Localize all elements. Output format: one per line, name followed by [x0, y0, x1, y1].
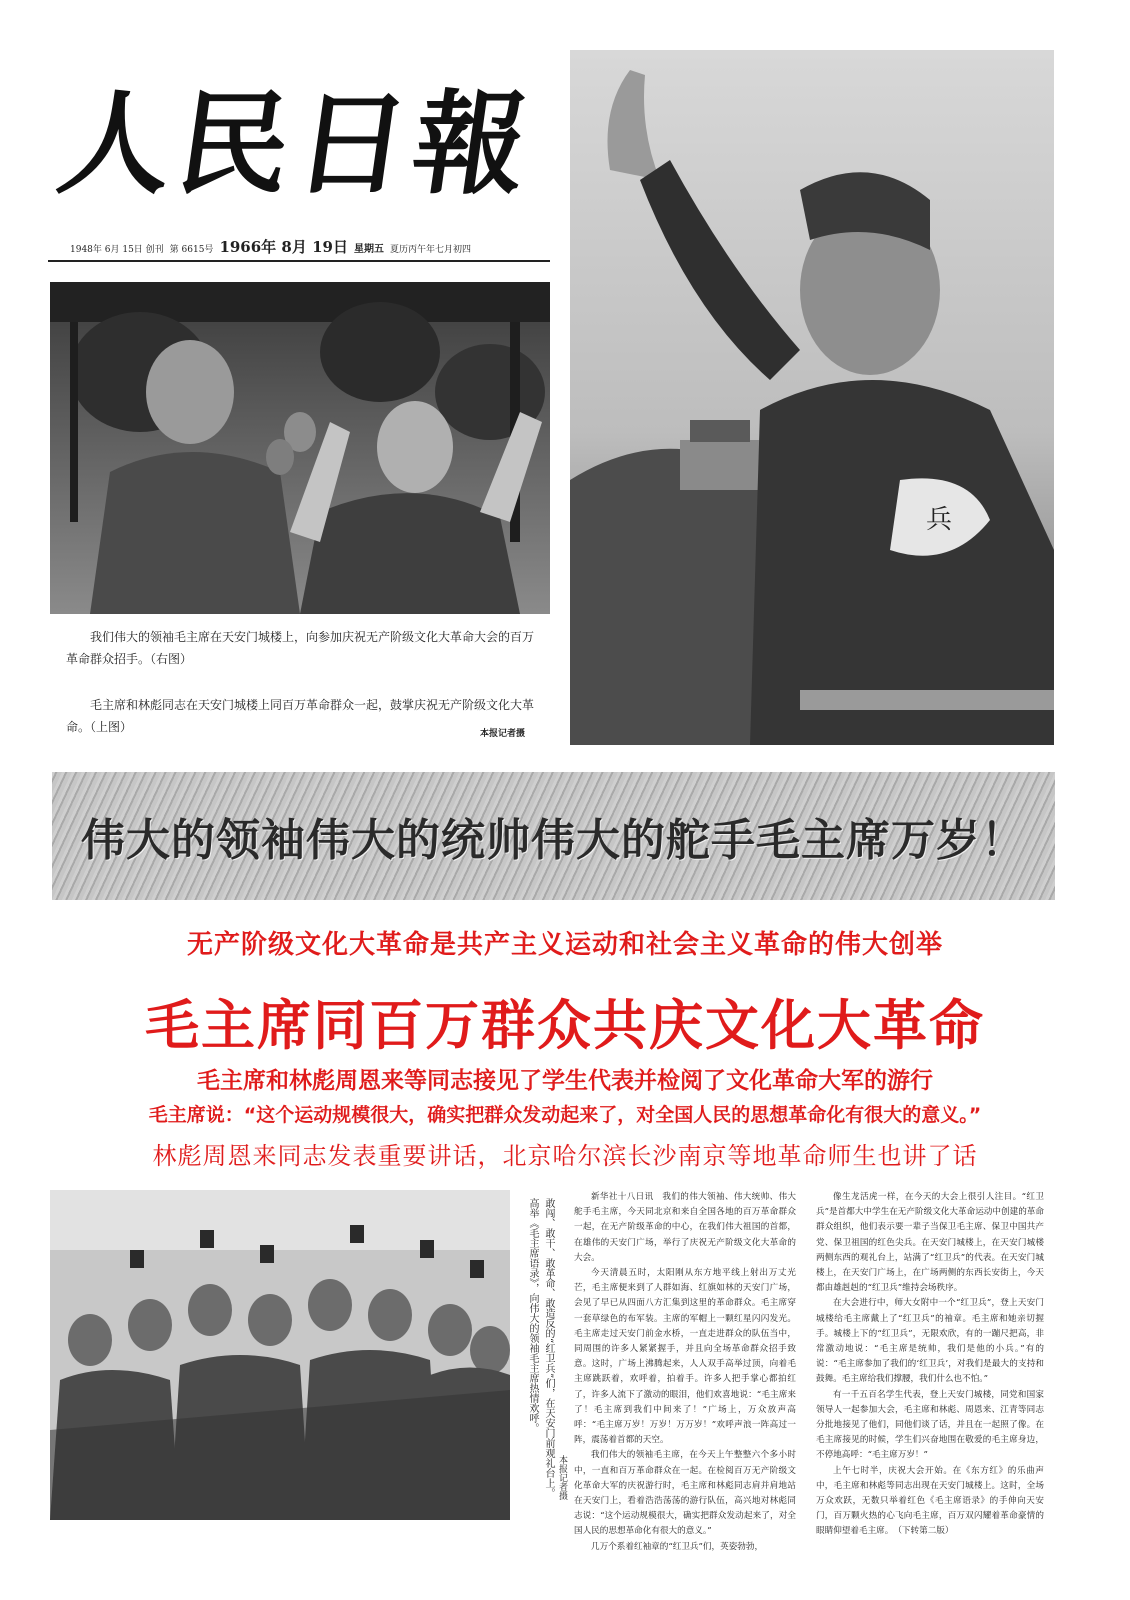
svg-text:兵: 兵 [926, 505, 953, 535]
article-paragraph: 几万个系着红袖章的“红卫兵”们，英姿勃勃， [591, 1541, 764, 1552]
kicker-headline: 无产阶级文化大革命是共产主义运动和社会主义革命的伟大创举 [186, 930, 943, 960]
side-caption-line-2: 敢闯、敢干、敢革命、敢造反的“红卫兵”们，在天安门前观礼台上。 [543, 1198, 554, 1499]
article-column-1 [574, 1190, 796, 1555]
article-paragraph: 新华社十八日讯 我们的伟大领袖、伟大统帅、伟大舵手毛主席，今天同北京和来自全国各地的百万革命群众一起，在无产阶级革命的中心，在我们伟大祖国的首都，在雄伟的天安门广场，举行了庆祝无产阶级文化大革命的大会。 [574, 1192, 796, 1263]
slogan-text: 伟大的领袖伟大的统帅伟大的舵手毛主席万岁！ [81, 815, 1026, 866]
photo-credit: 本报记者摄 [480, 729, 526, 739]
photo-red-guards [50, 1190, 510, 1520]
photo-caption-right: 我们伟大的领袖毛主席在天安门城楼上，向参加庆祝无产阶级文化大革命大会的百万革命群众招手。（右图） [66, 630, 535, 666]
side-caption-credit: 本报记者摄 [557, 1455, 567, 1500]
main-headline: 毛主席同百万群众共庆文化大革命 [145, 994, 985, 1057]
article-paragraph: 像生龙活虎一样，在今天的大会上很引人注目。“红卫兵”是首都大中学生在无产阶级文化大革命运动中创建的革命群众组织，他们表示要一辈子当保卫毛主席、保卫中国共产党、保卫祖国的红色尖兵。在天安门城楼上，在天安门城楼两侧东西的观礼台上，站满了“红卫兵”的代表。在天安门城楼上，在天安门广场上，在广场两侧的东西长安街上，今天都由雄赳赳的“红卫兵”维持会场秩序。 [816, 1192, 1044, 1294]
article-paragraph: 有一千五百名学生代表，登上天安门城楼，同党和国家领导人一起参加大会，毛主席和林彪、周恩来、江青等同志分批地接见了他们，同他们谈了话，并且在一起照了像。在毛主席接见的时候，学生们兴奋地围在敬爱的毛主席身边，不停地高呼：“毛主席万岁！” [816, 1389, 1044, 1461]
masthead-rule [48, 260, 550, 262]
photo-waving [570, 50, 1054, 745]
founded-date: 1948年 6月 15日 创刊 [70, 245, 164, 255]
subheadline-quote: 毛主席说：“这个运动规模很大，确实把群众发动起来了，对全国人民的思想革命化有很大的意义。” [148, 1104, 982, 1126]
subheadline-1: 毛主席和林彪周恩来等同志接见了学生代表并检阅了文化革命大军的游行 [197, 1068, 933, 1094]
photo-caption-top: 毛主席和林彪同志在天安门城楼上同百万革命群众一起，鼓掌庆祝无产阶级文化大革命。（上图） [66, 698, 535, 734]
article-paragraph: 我们伟大的领袖毛主席，在今天上午整整六个多小时中，一直和百万革命群众在一起。在检阅百万无产阶级文化革命大军的庆祝游行时，毛主席和林彪同志肩并肩地站在天安门上，看着浩浩荡荡的游行队伍，高兴地对林彪同志说：“这个运动规模很大，确实把群众发动起来了，对全国人民的思想革命化有很大的意义。” [574, 1450, 796, 1537]
article-column-2 [816, 1190, 1044, 1540]
dateline [70, 236, 550, 256]
article-paragraph: 上午七时半，庆祝大会开始。在《东方红》的乐曲声中，毛主席和林彪等同志出现在天安门城楼上。这时，全场万众欢跃，无数只举着红色《毛主席语录》的手伸向天安门，百万颗火热的心飞向毛主席，百万双闪耀着革命豪情的眼睛仰望着毛主席。 （下转第二版） [816, 1465, 1044, 1537]
article-paragraph: 今天清晨五时，太阳刚从东方地平线上射出万丈光芒，毛主席便来到了人群如海、红旗如林的天安门广场，会见了早已从四面八方汇集到这里的革命群众。毛主席穿一套草绿色的布军装。主席的军帽上一颗红星闪闪发光。毛主席走过天安门前金水桥，一直走进群众的队伍当中，同周围的许多人紧紧握手，并且向全场革命群众招手致意。这时，广场上沸腾起来，人人双手高举过顶，向着毛主席跳跃着，欢呼着，拍着手。许多人把手掌心都拍红了，许多人流下了激动的眼泪，他们欢喜地说：“毛主席来了！毛主席到我们中间来了！”广场上，万众放声高呼：“毛主席万岁！万岁！万万岁！”欢呼声浪一阵高过一阵，震荡着首都的天空。 [574, 1268, 796, 1446]
subheadline-3: 林彪周恩来同志发表重要讲话，北京哈尔滨长沙南京等地革命师生也讲了话 [152, 1142, 978, 1170]
weekday: 星期五 [353, 244, 384, 255]
issue-number: 第 6615号 [169, 245, 214, 255]
slogan-banner [52, 772, 1055, 900]
masthead [50, 60, 542, 230]
side-caption-line-1: 高举《毛主席语录》，向伟大的领袖毛主席热情欢呼。 [527, 1198, 538, 1433]
newspaper-title: 人民日報 [50, 79, 542, 210]
lunar-date: 夏历丙午年七月初四 [389, 245, 471, 255]
photo-applauding [50, 282, 550, 614]
article-paragraph: 在大会进行中，师大女附中一个“红卫兵”，登上天安门城楼给毛主席戴上了“红卫兵”的袖章。毛主席和她亲切握手。城楼上下的“红卫兵”，无限欢欣，有的一蹦尺把高，非常激动地说：“毛主席是统帅，我们是他的小兵。”有的说：“毛主席参加了我们的‘红卫兵’，对我们是最大的支持和鼓舞。毛主席给我们撑腰，我们什么也不怕。” [816, 1298, 1044, 1385]
issue-date: 1966年 8月 19日 [219, 238, 348, 256]
